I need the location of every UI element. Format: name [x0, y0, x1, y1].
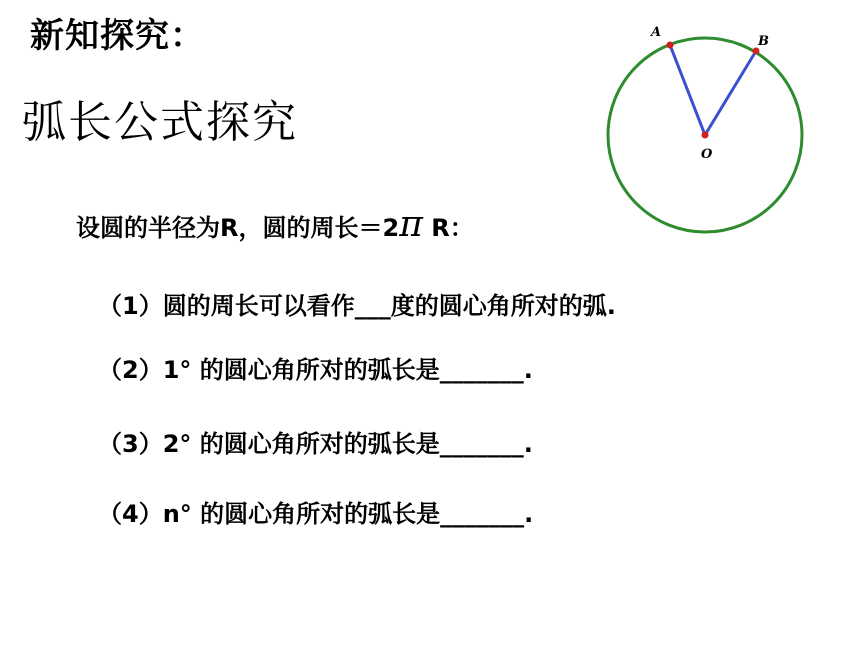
section-heading: 新知探究： — [30, 16, 205, 56]
intro-text-before-pi: 设圆的半径为R，圆的周长＝2 — [76, 214, 400, 242]
question-1: （1）圆的周长可以看作___度的圆心角所对的弧. — [98, 292, 616, 320]
topic-title: 弧长公式探究 — [22, 97, 298, 148]
label-o: O — [701, 147, 713, 162]
intro-text-after-pi: R： — [422, 214, 474, 242]
point-o — [702, 132, 709, 139]
pi-symbol: π — [399, 204, 423, 245]
intro-line — [76, 204, 474, 245]
question-4: （4）n° 的圆心角所对的弧长是_______. — [98, 500, 534, 528]
point-a — [667, 42, 674, 49]
radius-oa — [670, 45, 705, 135]
question-2: （2）1° 的圆心角所对的弧长是_______. — [98, 356, 533, 384]
label-b: B — [758, 34, 769, 49]
label-a: A — [651, 25, 662, 40]
question-3: （3）2° 的圆心角所对的弧长是_______. — [98, 430, 533, 458]
radius-ob — [705, 51, 756, 135]
circle-figure — [600, 20, 820, 250]
